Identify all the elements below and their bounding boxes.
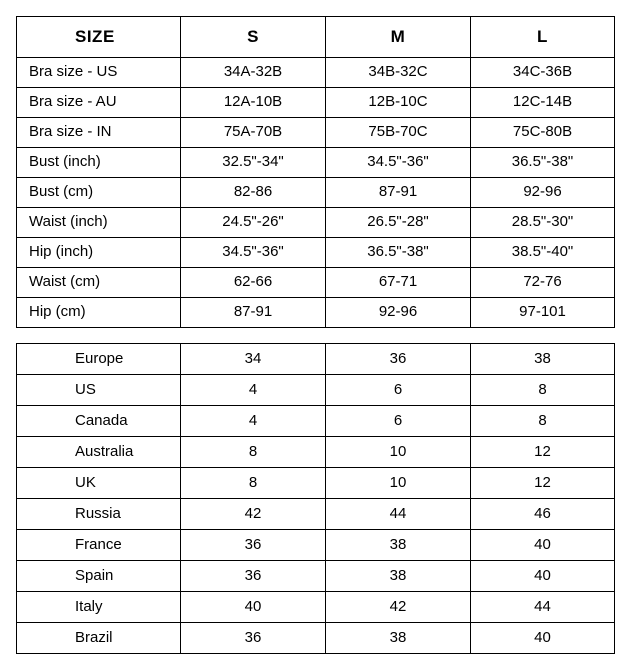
row-value-l: 38 (471, 344, 615, 375)
table-row (17, 344, 615, 375)
row-value-l: 40 (471, 623, 615, 654)
row-value-s: 8 (181, 437, 326, 468)
table-row (17, 148, 615, 178)
table-row (17, 437, 615, 468)
size-chart-header-label: SIZE (17, 17, 181, 58)
row-value-l: 97-101 (471, 298, 615, 328)
row-label: Hip (cm) (17, 298, 181, 328)
table-row (17, 499, 615, 530)
row-label: Spain (17, 561, 181, 592)
row-value-m: 67-71 (326, 268, 471, 298)
table-row (17, 178, 615, 208)
row-value-s: 4 (181, 375, 326, 406)
row-value-l: 12 (471, 468, 615, 499)
row-label: France (17, 530, 181, 561)
row-label: Bra size - IN (17, 118, 181, 148)
row-label: Brazil (17, 623, 181, 654)
row-value-m: 38 (326, 623, 471, 654)
row-value-l: 8 (471, 375, 615, 406)
row-label: Canada (17, 406, 181, 437)
row-value-l: 8 (471, 406, 615, 437)
row-value-s: 12A-10B (181, 88, 326, 118)
size-chart-section (16, 16, 614, 328)
row-value-m: 36.5"-38" (326, 238, 471, 268)
row-value-s: 34A-32B (181, 58, 326, 88)
row-value-s: 24.5"-26" (181, 208, 326, 238)
table-row (17, 468, 615, 499)
size-chart-body (17, 58, 615, 328)
row-label: Italy (17, 592, 181, 623)
row-value-s: 62-66 (181, 268, 326, 298)
row-label: Bra size - AU (17, 88, 181, 118)
international-sizes-body (17, 344, 615, 654)
row-label: Waist (cm) (17, 268, 181, 298)
row-value-m: 42 (326, 592, 471, 623)
row-label: Australia (17, 437, 181, 468)
row-label: Waist (inch) (17, 208, 181, 238)
row-value-s: 34 (181, 344, 326, 375)
international-sizes-table (16, 343, 615, 654)
row-value-l: 12C-14B (471, 88, 615, 118)
row-value-m: 6 (326, 406, 471, 437)
size-chart-header-m: M (326, 17, 471, 58)
international-sizes-section (16, 343, 614, 654)
row-value-s: 75A-70B (181, 118, 326, 148)
size-chart-header (17, 17, 615, 58)
row-value-m: 10 (326, 468, 471, 499)
table-row (17, 561, 615, 592)
row-value-s: 8 (181, 468, 326, 499)
table-row (17, 88, 615, 118)
table-row (17, 58, 615, 88)
row-value-s: 32.5"-34" (181, 148, 326, 178)
table-header-row (17, 17, 615, 58)
row-value-m: 12B-10C (326, 88, 471, 118)
row-value-m: 6 (326, 375, 471, 406)
row-label: Europe (17, 344, 181, 375)
row-value-s: 34.5"-36" (181, 238, 326, 268)
table-row (17, 375, 615, 406)
row-label: Bra size - US (17, 58, 181, 88)
table-row (17, 623, 615, 654)
row-label: Bust (cm) (17, 178, 181, 208)
row-value-s: 42 (181, 499, 326, 530)
row-value-l: 44 (471, 592, 615, 623)
row-label: Russia (17, 499, 181, 530)
row-value-s: 4 (181, 406, 326, 437)
row-value-s: 40 (181, 592, 326, 623)
row-value-s: 36 (181, 623, 326, 654)
table-row (17, 208, 615, 238)
row-value-m: 44 (326, 499, 471, 530)
row-value-s: 36 (181, 561, 326, 592)
row-value-l: 92-96 (471, 178, 615, 208)
row-value-l: 34C-36B (471, 58, 615, 88)
row-value-l: 36.5"-38" (471, 148, 615, 178)
table-row (17, 118, 615, 148)
size-chart-table (16, 16, 615, 328)
table-row (17, 530, 615, 561)
row-value-l: 28.5"-30" (471, 208, 615, 238)
row-label: Hip (inch) (17, 238, 181, 268)
table-row (17, 298, 615, 328)
row-value-l: 40 (471, 561, 615, 592)
row-value-s: 36 (181, 530, 326, 561)
size-chart-header-l: L (471, 17, 615, 58)
row-value-m: 92-96 (326, 298, 471, 328)
row-value-s: 82-86 (181, 178, 326, 208)
table-row (17, 592, 615, 623)
row-value-l: 40 (471, 530, 615, 561)
row-value-l: 46 (471, 499, 615, 530)
row-value-m: 34.5"-36" (326, 148, 471, 178)
row-value-m: 34B-32C (326, 58, 471, 88)
row-value-l: 12 (471, 437, 615, 468)
row-value-l: 72-76 (471, 268, 615, 298)
row-label: Bust (inch) (17, 148, 181, 178)
row-label: UK (17, 468, 181, 499)
row-value-m: 26.5"-28" (326, 208, 471, 238)
row-value-m: 38 (326, 561, 471, 592)
table-row (17, 268, 615, 298)
row-value-l: 38.5"-40" (471, 238, 615, 268)
row-value-m: 75B-70C (326, 118, 471, 148)
row-label: US (17, 375, 181, 406)
size-chart-header-s: S (181, 17, 326, 58)
table-row (17, 406, 615, 437)
row-value-m: 87-91 (326, 178, 471, 208)
row-value-m: 38 (326, 530, 471, 561)
table-row (17, 238, 615, 268)
row-value-l: 75C-80B (471, 118, 615, 148)
row-value-m: 10 (326, 437, 471, 468)
row-value-m: 36 (326, 344, 471, 375)
row-value-s: 87-91 (181, 298, 326, 328)
